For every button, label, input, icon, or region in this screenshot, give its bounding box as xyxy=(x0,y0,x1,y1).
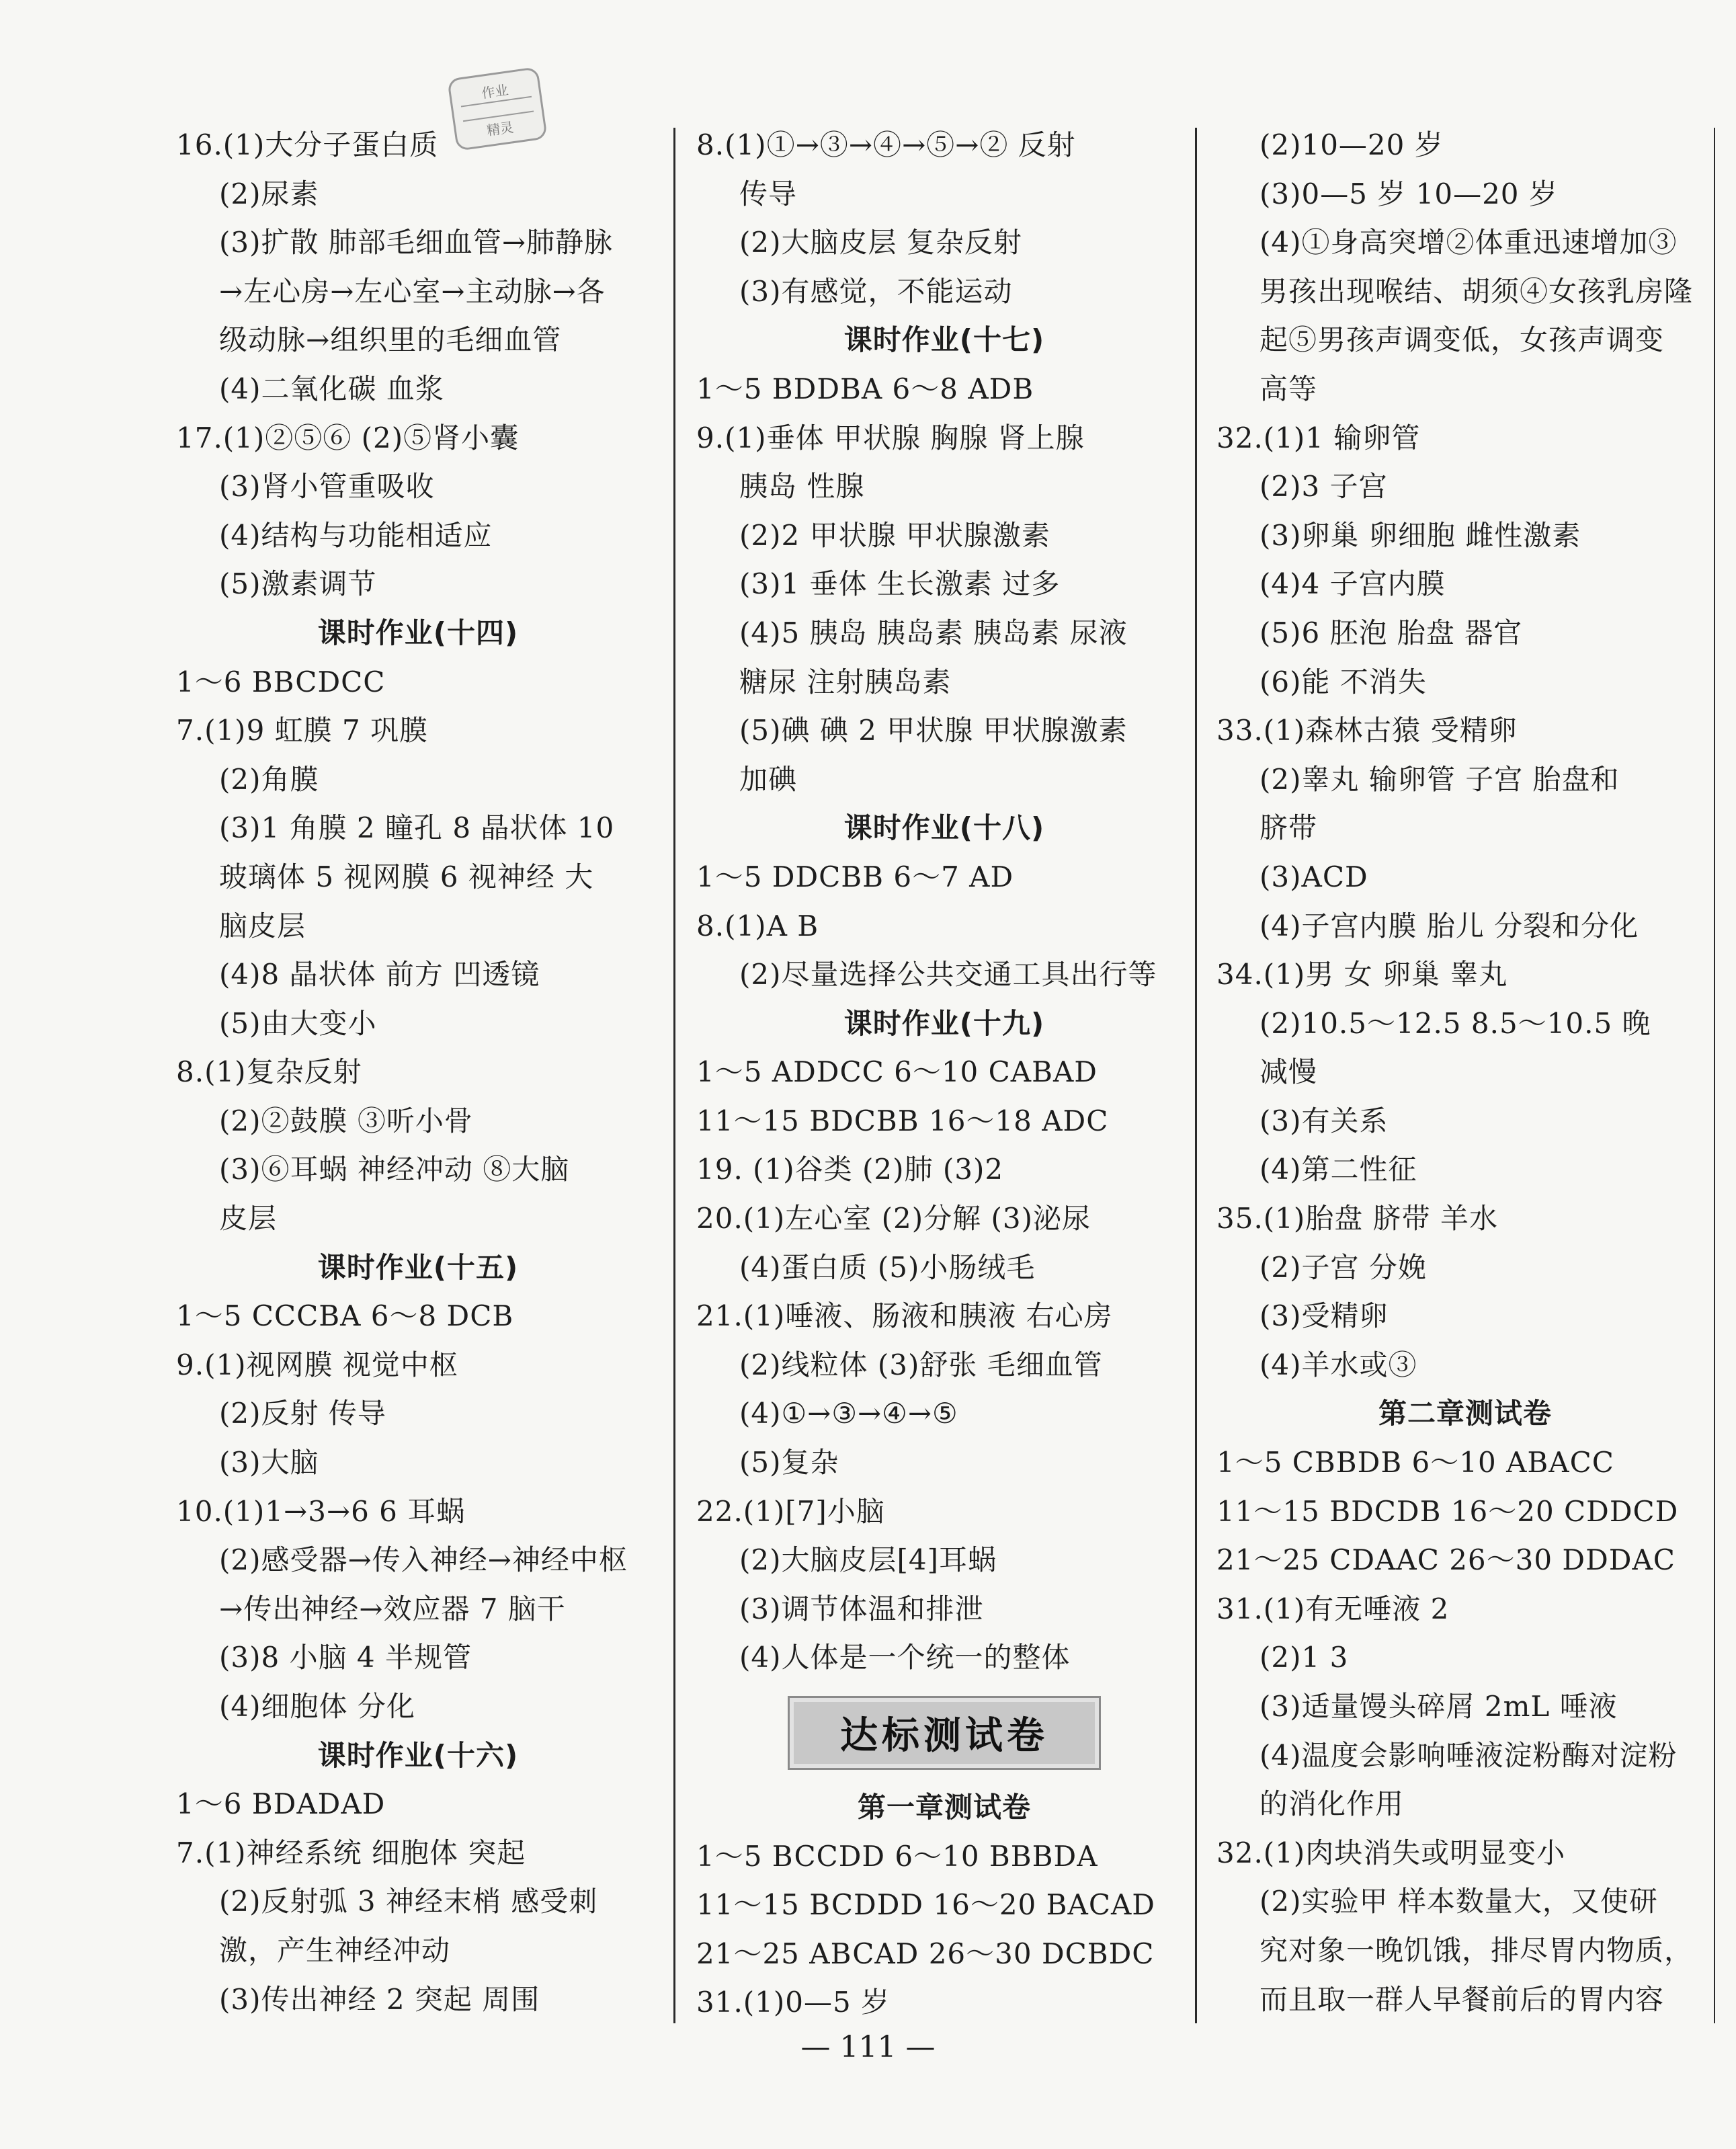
svg-text:精灵: 精灵 xyxy=(485,119,515,139)
answer-line: (3)卵巢 卵细胞 雌性激素 xyxy=(1259,518,1581,552)
answer-column-1 xyxy=(176,121,660,2024)
answer-line: 8.(1)复杂反射 xyxy=(176,1055,362,1089)
answer-line: 33.(1)森林古猿 受精卵 xyxy=(1216,714,1518,747)
answer-line: 16.(1)大分子蛋白质 xyxy=(176,128,439,161)
answer-line: 31.(1)有无唾液 2 xyxy=(1216,1592,1450,1625)
answer-line: 9.(1)垂体 甲状腺 胸腺 肾上腺 xyxy=(696,421,1085,454)
answer-line: →左心房→左心室→主动脉→各 xyxy=(219,274,606,308)
answer-line: (4)①身高突增②体重迅速增加③ xyxy=(1259,226,1678,259)
answer-line: 1～5 ADDCC 6～10 CABAD xyxy=(696,1055,1098,1089)
answer-line: (4)子宫内膜 胎儿 分裂和分化 xyxy=(1259,909,1639,942)
answer-line: (3)有关系 xyxy=(1259,1104,1389,1137)
answer-line: (2)线粒体 (3)舒张 毛细血管 xyxy=(739,1348,1103,1381)
section-heading: 课时作业(十五) xyxy=(317,1250,519,1284)
answer-line: (2)大脑皮层[4]耳蜗 xyxy=(739,1543,997,1577)
answer-line: (2)睾丸 输卵管 子宫 胎盘和 xyxy=(1259,762,1620,796)
answer-line: (2)尿素 xyxy=(219,177,319,210)
answer-line: (3)1 角膜 2 瞳孔 8 晶状体 10 xyxy=(219,811,615,845)
answer-line: (2)实验甲 样本数量大，又使研 xyxy=(1259,1885,1658,1918)
answer-line: (4)蛋白质 (5)小肠绒毛 xyxy=(739,1250,1036,1284)
answer-line: (4)温度会影响唾液淀粉酶对淀粉 xyxy=(1259,1738,1678,1772)
answer-line: (2)10—20 岁 xyxy=(1259,128,1444,161)
answer-line: 11～15 BDCBB 16～18 ADC xyxy=(696,1104,1109,1137)
answer-line: 35.(1)胎盘 脐带 羊水 xyxy=(1216,1202,1498,1235)
answer-line: 10.(1)1→3→6 6 耳蜗 xyxy=(176,1494,466,1528)
answer-line: (2)反射 传导 xyxy=(219,1397,386,1430)
answer-line: (2)感受器→传入神经→神经中枢 xyxy=(219,1543,628,1577)
answer-line: (5)碘 碘 2 甲状腺 甲状腺激素 xyxy=(739,714,1128,747)
answer-line: 19. (1)谷类 (2)肺 (3)2 xyxy=(696,1153,1004,1186)
answer-line: (3)有感觉，不能运动 xyxy=(739,274,1013,308)
answer-line: (2)反射弧 3 神经末梢 感受刺 xyxy=(219,1885,598,1918)
answer-line: 起⑤男孩声调变低，女孩声调变 xyxy=(1259,323,1665,357)
answer-line: 9.(1)视网膜 视觉中枢 xyxy=(176,1348,458,1381)
answer-line: 1～5 DDCBB 6～7 AD xyxy=(696,860,1014,893)
answer-line: 的消化作用 xyxy=(1259,1787,1405,1821)
answer-line: (4)5 胰岛 胰岛素 胰岛素 尿液 xyxy=(739,616,1128,649)
answer-line: →传出神经→效应器 7 脑干 xyxy=(219,1592,566,1625)
answer-line: (2)1 3 xyxy=(1259,1641,1349,1674)
answer-line: 究对象一晚饥饿，排尽胃内物质， xyxy=(1259,1933,1694,1967)
answer-line: (4)第二性征 xyxy=(1259,1153,1417,1186)
answer-line: 玻璃体 5 视网膜 6 视神经 大 xyxy=(219,860,594,893)
answer-line: (5)复杂 xyxy=(739,1446,839,1479)
answer-line: 1～5 CBBDB 6～10 ABACC xyxy=(1216,1446,1614,1479)
answer-line: (3)受精卵 xyxy=(1259,1299,1389,1333)
answer-line: (2)10.5～12.5 8.5～10.5 晚 xyxy=(1259,1006,1651,1040)
answer-line: 21～25 ABCAD 26～30 DCBDC xyxy=(696,1937,1155,1970)
answer-line: 31.(1)0—5 岁 xyxy=(696,1986,891,2019)
answer-line: (3)肾小管重吸收 xyxy=(219,470,435,503)
answer-line: 20.(1)左心室 (2)分解 (3)泌尿 xyxy=(696,1202,1091,1235)
answer-line: (2)2 甲状腺 甲状腺激素 xyxy=(739,518,1050,552)
answer-line: (5)6 胚泡 胎盘 器官 xyxy=(1259,616,1523,649)
answer-line: 32.(1)肉块消失或明显变小 xyxy=(1216,1836,1566,1869)
section-heading: 课时作业(十七) xyxy=(843,323,1045,357)
answer-line: 激，产生神经冲动 xyxy=(219,1933,451,1967)
answer-line: 传导 xyxy=(739,177,798,210)
answer-line: 11～15 BCDDD 16～20 BACAD xyxy=(696,1888,1155,1922)
answer-line: (4)二氧化碳 血浆 xyxy=(219,372,444,405)
answer-line: (5)激素调节 xyxy=(219,567,377,601)
answer-line: (4)结构与功能相适应 xyxy=(219,518,493,552)
answer-line: 1～6 BBCDCC xyxy=(176,665,386,698)
answer-line: (3)ACD xyxy=(1259,860,1368,893)
answer-line: 胰岛 性腺 xyxy=(739,470,865,503)
answer-line: 1～5 BCCDD 6～10 BBBDA xyxy=(696,1839,1098,1873)
answer-line: 34.(1)男 女 卵巢 睾丸 xyxy=(1216,958,1508,991)
section-banner-wrap xyxy=(696,1682,1192,1783)
answer-line: 7.(1)神经系统 细胞体 突起 xyxy=(176,1836,526,1869)
answer-line: 8.(1)A B xyxy=(696,909,819,942)
section-heading: 课时作业(十四) xyxy=(317,616,519,649)
answer-column-2 xyxy=(696,121,1192,2027)
answer-line: (3)传出神经 2 突起 周围 xyxy=(219,1982,540,2016)
section-heading: 课时作业(十六) xyxy=(317,1738,519,1772)
answer-line: 1～6 BDADAD xyxy=(176,1787,386,1821)
answer-line: 21.(1)唾液、肠液和胰液 右心房 xyxy=(696,1299,1113,1333)
answer-line: (3)大脑 xyxy=(219,1446,319,1479)
answer-line: (4)人体是一个统一的整体 xyxy=(739,1641,1071,1674)
answer-line: 1～5 CCCBA 6～8 DCB xyxy=(176,1299,514,1333)
answer-line: 糖尿 注射胰岛素 xyxy=(739,665,952,698)
answer-line: 级动脉→组织里的毛细血管 xyxy=(219,323,562,357)
answer-line: 7.(1)9 虹膜 7 巩膜 xyxy=(176,714,429,747)
section-heading: 第二章测试卷 xyxy=(1378,1397,1552,1430)
section-banner: 达标测试卷 xyxy=(788,1696,1101,1770)
column-divider-left xyxy=(673,128,675,2023)
answer-line: 减慢 xyxy=(1259,1055,1318,1089)
answer-line: 21～25 CDAAC 26～30 DDDAC xyxy=(1216,1543,1676,1577)
answer-line: (2)子宫 分娩 xyxy=(1259,1250,1427,1284)
answer-line: (2)3 子宫 xyxy=(1259,470,1388,503)
section-heading: 课时作业(十九) xyxy=(843,1006,1045,1040)
answer-line: (4)8 晶状体 前方 凹透镜 xyxy=(219,958,540,991)
answer-line: (4)①→③→④→⑤ xyxy=(739,1397,958,1430)
answer-line: 32.(1)1 输卵管 xyxy=(1216,421,1421,454)
answer-column-3 xyxy=(1216,121,1714,2024)
answer-line: 17.(1)②⑤⑥ (2)⑤肾小囊 xyxy=(176,421,520,454)
answer-line: (2)大脑皮层 复杂反射 xyxy=(739,226,1022,259)
answer-line: 22.(1)[7]小脑 xyxy=(696,1494,885,1528)
answer-line: (3)1 垂体 生长激素 过多 xyxy=(739,567,1061,601)
answer-line: (3)8 小脑 4 半规管 xyxy=(219,1641,472,1674)
answer-line: (2)②鼓膜 ③听小骨 xyxy=(219,1104,473,1137)
answer-line: 高等 xyxy=(1259,372,1318,405)
page-edge-line xyxy=(1714,128,1715,2023)
answer-line: 脑皮层 xyxy=(219,909,306,942)
answer-line: (2)尽量选择公共交通工具出行等 xyxy=(739,958,1157,991)
answer-line: 而且取一群人早餐前后的胃内容 xyxy=(1259,1982,1665,2016)
answer-line: 11～15 BDCDB 16～20 CDDCD xyxy=(1216,1494,1679,1528)
answer-line: (6)能 不消失 xyxy=(1259,665,1427,698)
section-heading: 第一章测试卷 xyxy=(857,1791,1031,1824)
page-number: — 111 — xyxy=(800,2030,936,2064)
svg-text:作业: 作业 xyxy=(480,81,509,102)
answer-line: 1～5 BDDBA 6～8 ADB xyxy=(696,372,1034,405)
answer-line: (4)4 子宫内膜 xyxy=(1259,567,1446,601)
answer-line: (2)角膜 xyxy=(219,762,319,796)
answer-line: 皮层 xyxy=(219,1202,278,1235)
answer-line: (3)适量馒头碎屑 2mL 唾液 xyxy=(1259,1690,1618,1723)
answer-line: (3)扩散 肺部毛细血管→肺静脉 xyxy=(219,226,614,259)
answer-line: 脐带 xyxy=(1259,811,1318,845)
answer-line: (3)⑥耳蜗 神经冲动 ⑧大脑 xyxy=(219,1153,570,1186)
answer-line: (5)由大变小 xyxy=(219,1006,377,1040)
answer-line: 加碘 xyxy=(739,762,798,796)
answer-line: (3)调节体温和排泄 xyxy=(739,1592,984,1625)
section-heading: 课时作业(十八) xyxy=(843,811,1045,845)
column-divider-right xyxy=(1195,128,1197,2023)
answer-line: (4)羊水或③ xyxy=(1259,1348,1417,1381)
answer-line: 男孩出现喉结、胡须④女孩乳房隆 xyxy=(1259,274,1694,308)
answer-line: (3)0—5 岁 10—20 岁 xyxy=(1259,177,1558,210)
answer-line: (4)细胞体 分化 xyxy=(219,1690,415,1723)
answer-line: 8.(1)①→③→④→⑤→② 反射 xyxy=(696,128,1076,161)
